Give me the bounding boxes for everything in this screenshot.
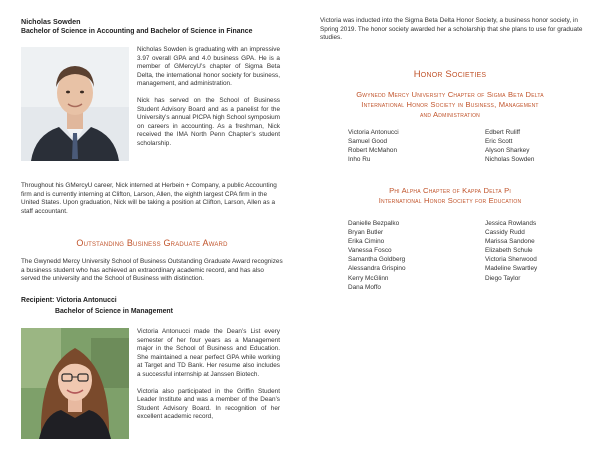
profile1-text <box>137 46 280 149</box>
award-description: The Gwynedd Mercy University School of Business Outstanding Graduate Award recognizes a business student who has achieved an extraordinary academic record, and has also served the university and the School of Business with distinction. <box>21 258 283 283</box>
member-name: Jessica Rowlands <box>485 220 537 227</box>
society2-title <box>300 186 600 206</box>
member-name: Samantha Goldberg <box>348 256 406 264</box>
member-name: Cassidy Rudd <box>485 229 525 237</box>
society2-members-col1 <box>348 219 406 292</box>
recipient-degree: Bachelor of Science in Management <box>55 308 173 315</box>
profile-degree: Bachelor of Science in Accounting and Bachelor of Science in Finance <box>21 28 253 35</box>
society1-title-line3: and Administration <box>420 110 480 119</box>
society1-members-col1 <box>348 128 399 164</box>
intro-paragraph: Victoria was inducted into the Sigma Beta Delta Honor Society, a business honor society, in Spring 2019. The honor society awarded her a scholarship that she plans to use for graduate studies. <box>320 17 583 42</box>
nicholas-photo <box>21 47 129 161</box>
member-name: Eric Scott <box>485 138 513 146</box>
society1-title-line1: Gwynedd Mercy University Chapter of Sigma Beta Delta <box>356 90 544 99</box>
member-name: Dana Moffo <box>348 283 381 291</box>
profile1-paragraph-3: Throughout his GMercyU career, Nick interned at Herbein + Company, a public Accounting firm and is currently interning at Clifton, Larson, Allen, the eighth largest CPA firm in the United States. Upon graduation, Nick will be taking a position at Clifton, Larson, Allen as a staff accountant. <box>21 182 277 215</box>
society2-members-col2 <box>485 219 537 283</box>
member-name: Erika Cimino <box>348 238 385 246</box>
member-name: Kerry McGlinn <box>348 274 389 282</box>
profile1-paragraph-2: Nick has served on the School of Business Student Advisory Board and as a panelist for the University’s annual PICPA high School symposium on careers in accounting. As a freshman, Nick received the IMA North Penn Chapter’s student scholarship. <box>137 96 280 147</box>
profile2-paragraph-1: Victoria Antonucci made the Dean’s List every semester of her four years as a Management major in the School of Business and Education. She maintained a near perfect GPA while working at Target and TD Bank. Her resume also includes a successful internship at Janssen Biotech. <box>137 328 280 378</box>
society2-title-line2: International Honor Society for Education <box>378 196 522 205</box>
member-name: Alyson Sharkey <box>485 147 530 155</box>
member-name: Bryan Butler <box>348 229 384 237</box>
right-page <box>300 0 600 463</box>
member-name: Marissa Sandone <box>485 238 535 246</box>
society1-title-line2: International Honor Society in Business, Management <box>361 100 539 109</box>
member-name: Victoria Antonucci <box>348 129 399 136</box>
profile2-text <box>137 328 280 422</box>
member-name: Robert McMahon <box>348 147 398 155</box>
member-name: Samuel Good <box>348 138 388 146</box>
member-name: Madeline Swartley <box>485 265 538 273</box>
member-name: Victoria Sherwood <box>485 256 537 264</box>
profile1-paragraph-1: Nicholas Sowden is graduating with an impressive 3.97 overall GPA and 4.0 business GPA. He is a member of GMercyU’s chapter of Sigma Beta Delta, the international honor society for business, management, and administration. <box>137 46 280 88</box>
member-name: Alessandra Grispino <box>348 265 406 273</box>
member-name: Elizabeth Schule <box>485 247 533 255</box>
society1-members-col2 <box>485 128 534 164</box>
member-name: Diego Taylor <box>485 274 521 282</box>
society2-title-line1: Phi Alpha Chapter of Kappa Delta Pi <box>389 186 511 195</box>
profile-name: Nicholas Sowden <box>21 17 81 26</box>
member-name: Inho Ru <box>348 156 371 164</box>
award-title: Outstanding Business Graduate Award <box>76 238 228 248</box>
society1-title <box>300 90 600 120</box>
member-name: Danielle Bezpalko <box>348 220 400 227</box>
member-name: Nicholas Sowden <box>485 156 535 164</box>
profile2-paragraph-2: Victoria also participated in the Griffin Student Leader Institute and was a member of the Dean’s Student Advisory Board. In recognition of her excellent academic record, <box>137 387 280 421</box>
recipient-label: Recipient: Victoria Antonucci <box>21 297 117 304</box>
honor-societies-heading: Honor Societies <box>413 69 487 80</box>
member-name: Vanessa Fosco <box>348 247 392 255</box>
member-name: Edbert Ruliff <box>485 129 521 136</box>
victoria-photo <box>21 328 129 439</box>
